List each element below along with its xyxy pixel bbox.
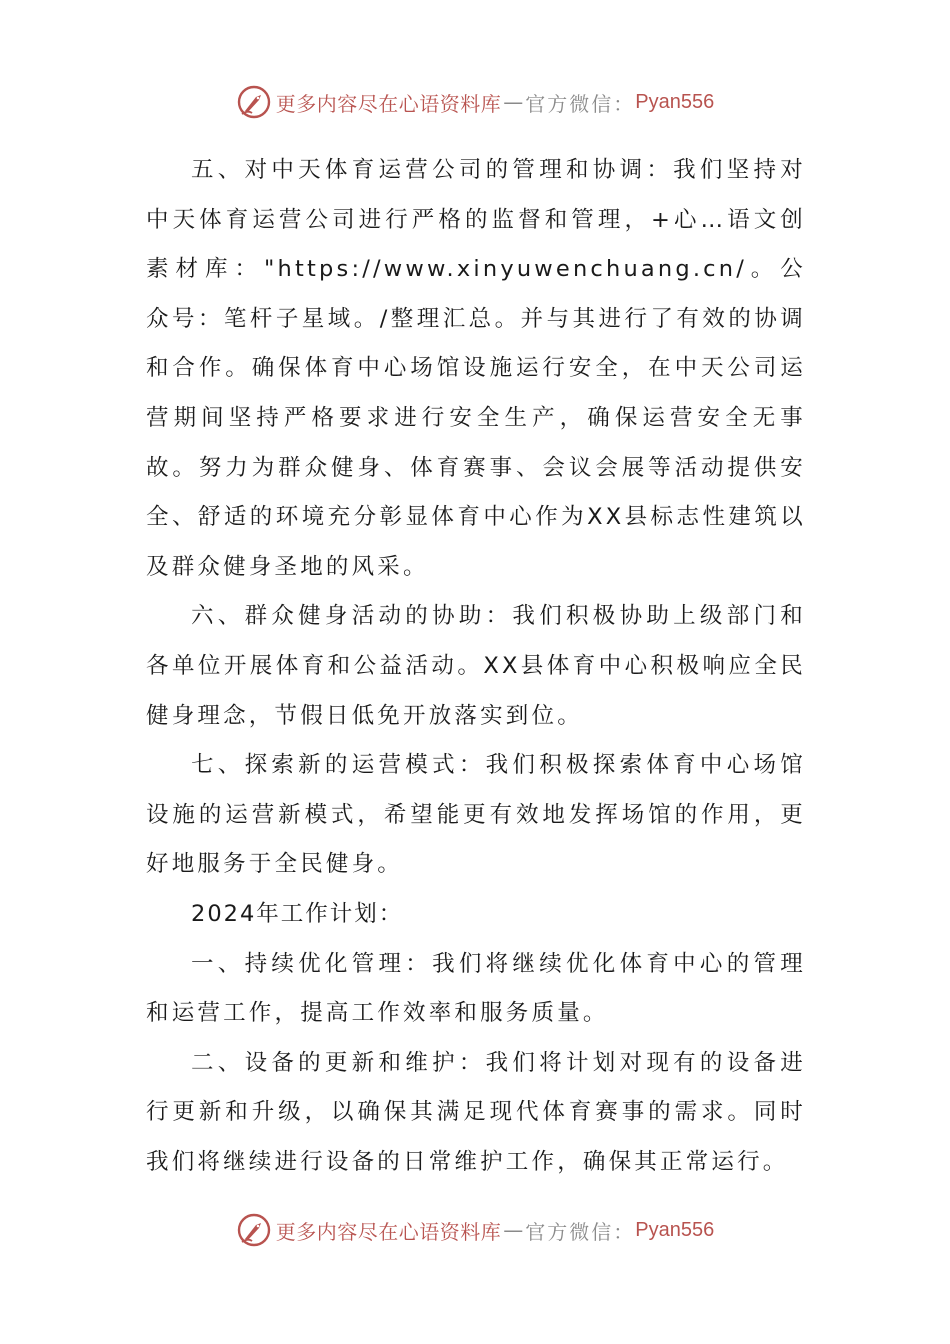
document-body [146,146,806,1187]
paragraph-plan-equipment: 二、设备的更新和维护：我们将计划对现有的设备进行更新和升级，以确保其满足现代体育赛事的需求。同时我们将继续进行设备的日常维护工作，确保其正常运行。 [146,1049,806,1175]
watermark-wechat-id: Pyan556 [635,90,715,113]
watermark-main-text: 更多内容尽在心语资料库 [275,91,502,116]
header-watermark [0,82,950,122]
watermark-separator: — [503,90,524,114]
watermark-main-text: 更多内容尽在心语资料库 [275,1219,502,1244]
paragraph-plan-management: 一、持续优化管理：我们将继续优化体育中心的管理和运营工作，提高工作效率和服务质量。 [146,950,806,1027]
watermark-wechat-label: 官方微信： [525,91,636,116]
footer-watermark [0,1210,950,1250]
pen-nib-logo-icon [236,1212,272,1248]
paragraph-fitness-activities: 六、群众健身活动的协助：我们积极协助上级部门和各单位开展体育和公益活动。XX县体育中心积极响应全民健身理念，节假日低免开放落实到位。 [146,603,806,729]
paragraph-management: 五、对中天体育运营公司的管理和协调：我们坚持对中天体育运营公司进行严格的监督和管理，+心…语文创素材库："https://www.xinyuwenchuang.cn/。公众号：笔杆子星域。/整理汇总。并与其进行了有效的协调和合作。确保体育中心场馆设施运行安全，在中天公司运营期间坚持严格要求进行安全生产，确保运营安全无事故。努力为群众健身、体育赛事、会议会展等活动提供安全、舒适的环境充分彰显体育中心作为XX县标志性建筑以及群众健身圣地的风采。 [146,157,806,580]
watermark-wechat-id: Pyan556 [635,1218,715,1241]
section-heading-2024-plan: 2024年工作计划： [191,900,404,927]
watermark-wechat-label: 官方微信： [525,1219,636,1244]
pen-nib-logo-icon [236,84,272,120]
watermark-separator: — [503,1218,524,1242]
paragraph-operating-model: 七、探索新的运营模式：我们积极探索体育中心场馆设施的运营新模式，希望能更有效地发挥场馆的作用，更好地服务于全民健身。 [146,752,806,878]
